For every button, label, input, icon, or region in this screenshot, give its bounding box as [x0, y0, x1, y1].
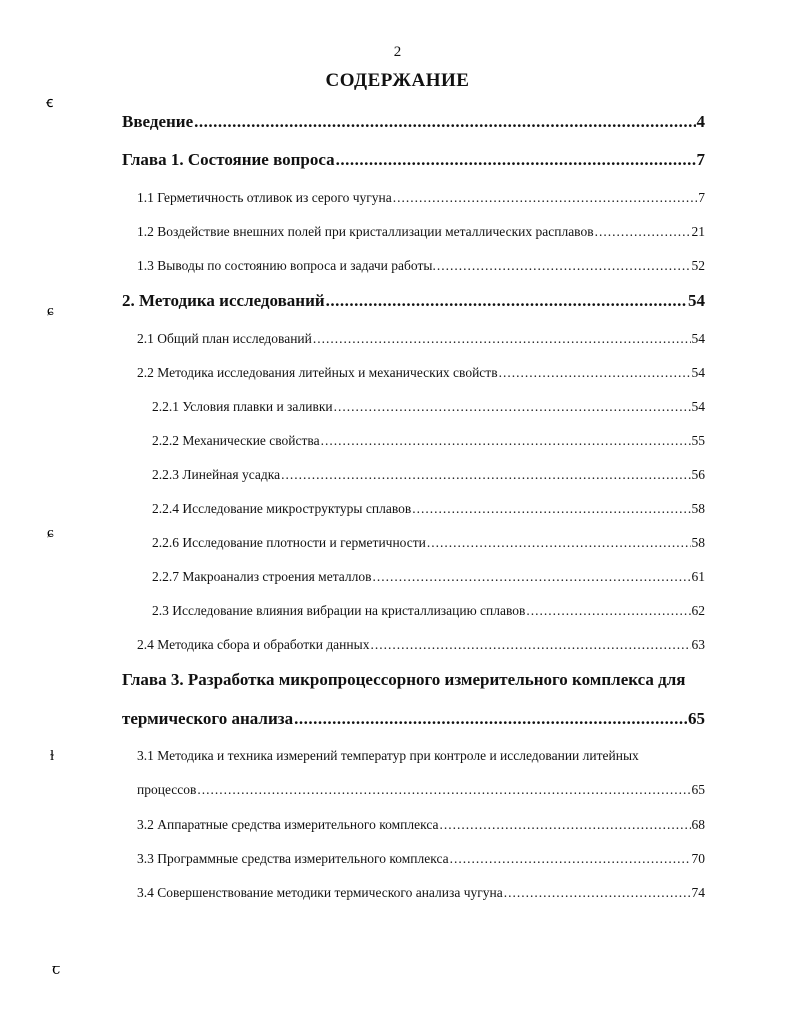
- toc-entry-2-2[interactable]: [137, 365, 705, 381]
- toc-page: 58: [691, 501, 705, 516]
- toc-page: 58: [691, 535, 705, 550]
- toc-page: 70: [691, 851, 705, 866]
- toc-entry-2-2-4[interactable]: [152, 501, 705, 517]
- toc-label: 2.2.3 Линейная усадка: [152, 467, 281, 482]
- toc-page: 54: [688, 291, 705, 310]
- toc-entry-2-4[interactable]: [137, 637, 705, 653]
- toc-entry-2-1[interactable]: [137, 331, 705, 347]
- toc-label: термического анализа: [122, 709, 294, 728]
- toc-page: 62: [691, 603, 705, 618]
- toc-page: 56: [691, 467, 705, 482]
- toc-label: 2.1 Общий план исследований: [137, 331, 312, 346]
- toc-page: 63: [691, 637, 705, 652]
- toc-page: 7: [698, 190, 705, 205]
- toc-label: 2.2.2 Механические свойства: [152, 433, 320, 448]
- toc-page: 68: [691, 817, 705, 832]
- toc-page: 54: [691, 331, 705, 346]
- toc-label: 3.3 Программные средства измерительного комплекса: [137, 851, 449, 866]
- toc-label: 2.2.6 Исследование плотности и герметичности: [152, 535, 426, 550]
- toc-label: 1.3 Выводы по состоянию вопроса и задачи работы.: [137, 258, 436, 273]
- margin-mark: ɕ: [47, 303, 54, 319]
- toc-entry-2-2-7[interactable]: [152, 569, 705, 585]
- toc-label: Глава 1. Состояние вопроса: [122, 150, 335, 169]
- toc-entry-3-2[interactable]: [137, 817, 705, 833]
- toc-label: 3.4 Совершенствование методики термического анализа чугуна: [137, 885, 503, 900]
- toc-label: процессов: [137, 782, 197, 797]
- toc-label: 2.2.4 Исследование микроструктуры сплавов: [152, 501, 412, 516]
- toc-entry-1-2[interactable]: [137, 224, 705, 240]
- toc-entry-3-3[interactable]: [137, 851, 705, 867]
- toc-label: Введение: [122, 112, 194, 131]
- toc-entry-2-2-3[interactable]: [152, 467, 705, 483]
- toc-entry-1-3[interactable]: [137, 258, 705, 274]
- toc-label: 2.4 Методика сбора и обработки данных: [137, 637, 370, 652]
- toc-entry-2-2-2[interactable]: [152, 433, 705, 449]
- toc-entry-intro[interactable]: [122, 112, 705, 132]
- toc-page: 54: [691, 365, 705, 380]
- toc-page: 55: [691, 433, 705, 448]
- toc-label: 2.2.7 Макроанализ строения металлов: [152, 569, 372, 584]
- margin-mark: ꞓ: [46, 95, 54, 111]
- toc-label: 2.2 Методика исследования литейных и механических свойств: [137, 365, 498, 380]
- margin-mark: ɕ: [47, 525, 54, 541]
- toc-page: 52: [691, 258, 705, 273]
- toc-label: 1.1 Герметичность отливок из серого чугуна: [137, 190, 392, 205]
- toc-label: 2. Методика исследований: [122, 291, 325, 310]
- toc-entry-1-1[interactable]: [137, 190, 705, 206]
- toc-page: 61: [691, 569, 705, 584]
- toc-label: 3.2 Аппаратные средства измерительного комплекса: [137, 817, 439, 832]
- toc-page: 7: [696, 150, 705, 169]
- toc-entry-3-4[interactable]: [137, 885, 705, 901]
- page-number: 2: [393, 44, 402, 60]
- toc-entry-chapter-2[interactable]: [122, 291, 705, 311]
- toc-entry-chapter-1[interactable]: [122, 150, 705, 170]
- toc-chapter-3-heading: Глава 3. Разработка микропроцессорного измерительного комплекса для: [122, 670, 686, 689]
- toc-page: 74: [691, 885, 705, 900]
- margin-mark: ꞇ: [52, 962, 61, 978]
- toc-entry-2-2-1[interactable]: [152, 399, 705, 415]
- toc-entry-chapter-3[interactable]: [122, 709, 705, 729]
- page-title: СОДЕРЖАНИЕ: [325, 70, 470, 91]
- margin-mark: ɫ: [50, 748, 55, 764]
- toc-page: 4: [696, 112, 705, 131]
- toc-entry-2-2-6[interactable]: [152, 535, 705, 551]
- toc-3-1-heading: 3.1 Методика и техника измерений температур при контроле и исследовании литейных: [137, 748, 639, 763]
- toc-page: 65: [688, 709, 705, 728]
- toc-label: 2.3 Исследование влияния вибрации на кристаллизацию сплавов: [152, 603, 526, 618]
- toc-page: 65: [691, 782, 705, 797]
- toc-entry-2-3[interactable]: [152, 603, 705, 619]
- toc-entry-3-1[interactable]: [137, 782, 705, 798]
- toc-label: 1.2 Воздействие внешних полей при кристаллизации металлических расплавов: [137, 224, 594, 239]
- toc-page: 21: [691, 224, 705, 239]
- toc-page: 54: [691, 399, 705, 414]
- toc-label: 2.2.1 Условия плавки и заливки: [152, 399, 333, 414]
